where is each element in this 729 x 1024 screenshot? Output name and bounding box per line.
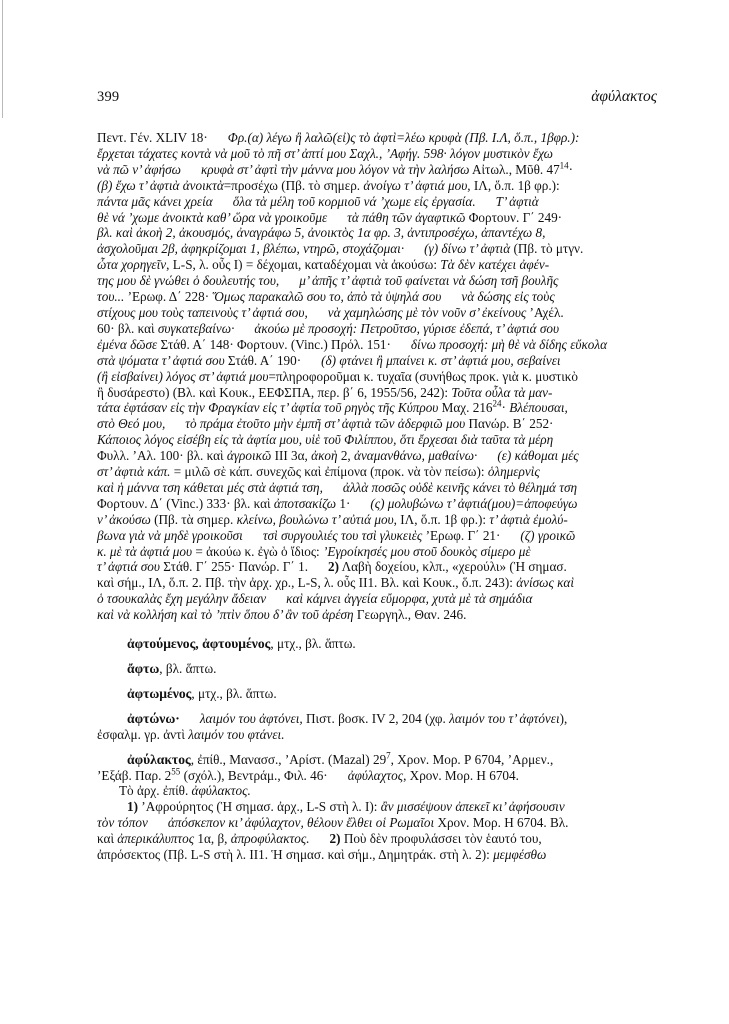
text-line: [97, 448, 657, 464]
entry-spacer: [97, 623, 657, 636]
text-line: [97, 385, 657, 401]
plain-text: Μαχ. 216: [438, 400, 493, 416]
citation-text: ἀφύλακτος.: [191, 783, 251, 799]
citation-text: δίνω προσοχή: μὴ θὲ νὰ δίδης εὔκολα: [410, 336, 607, 352]
reference-superscript: 7: [386, 750, 391, 761]
text-gap: [327, 210, 347, 226]
cross-reference: ἀσχολοῦμαι 2β, ἀφηκρίζομαι 1, βλέπω, ντηρῶ, στοχάζομαι·: [97, 241, 405, 257]
text-line: [97, 400, 657, 416]
text-line: [97, 305, 657, 321]
text-line: [97, 464, 657, 480]
entry-spacer: [97, 702, 657, 711]
text-gap: [301, 353, 321, 369]
citation-text: ἀκοὴ: [311, 448, 338, 464]
entry-aftoumenos: [97, 636, 657, 652]
plain-text: ’Εξάβ. Παρ. 2: [97, 767, 172, 783]
plain-text: Φορτουν. Δ΄ (Vinc.) 333· βλ. καὶ: [97, 495, 274, 511]
text-line: [97, 162, 657, 178]
text-line: [97, 321, 657, 337]
plain-text: Πιστ. βοσκ. IV 2, 204 (χφ.: [302, 710, 450, 726]
text-gap: [266, 591, 286, 607]
citation-text: (β) ἔχω τ’ ἀφτιὰ ἀνοικτὰ: [97, 177, 224, 193]
text-gap: [181, 162, 201, 178]
lemma-aftomenos: ἀφτωμένος: [127, 685, 192, 701]
citation-text: τὸν τόπον: [97, 815, 148, 831]
text-line: [97, 815, 657, 831]
citation-text: Τ’ ἀφτιὰ: [495, 193, 539, 209]
citation-text: κ. μὲ τὰ ἀφτιά μου: [97, 543, 193, 559]
citation-text: ἀκούω μὲ προσοχή:: [254, 320, 361, 336]
page-number: 399: [97, 89, 120, 105]
text-gap: [500, 528, 520, 544]
plain-text: 1α, β,: [194, 831, 231, 847]
citation-text: νὰ δώσης εἰς τοὺς: [461, 289, 555, 305]
text-line: [97, 783, 657, 799]
reference-superscript: 24: [492, 399, 502, 410]
citation-text: Κάποιος λόγος εἰσέβη εἰς τὰ ἀφτία μου, υἱὲ τοῦ Φιλίππου, ὅτι ἔρχεσαι διὰ ταῦτα τὰ μέρη: [97, 432, 554, 448]
plain-text: , Χρον. Μορ. Η 6704.: [403, 767, 519, 783]
text-line: [97, 575, 657, 591]
plain-text: Φορτουν. Γ΄ 249·: [465, 209, 563, 225]
text-line: [97, 727, 657, 743]
citation-text: (ζ) γροικῶ: [520, 527, 576, 543]
text-line: [97, 257, 657, 273]
text-line: [97, 831, 657, 847]
plain-text: ἀπρόσεκτος (Πβ. L-S στὴ λ. II1. Ἡ σημασ. καὶ σήμ., Δημητράκ. στὴ λ. 2):: [97, 847, 494, 863]
citation-text: μ’ ἀπῆς τ’ ἀφτιὰ τοῦ φαίνεται νὰ δώση τσῆ βουλῆς: [299, 273, 559, 289]
citation-text: ἀπροφύλακτος.: [230, 831, 310, 847]
text-line: [97, 241, 657, 257]
plain-text: ),: [559, 710, 568, 726]
citation-text: ἐμένα δῶσε: [97, 336, 158, 352]
citation-text: ν’ ἀκούσω: [97, 511, 151, 527]
citation-text: κρυφὰ στ’ ἀφτὶ τὴν μάννα μου λόγον νὰ τὴν λαλήσω: [200, 161, 470, 177]
citation-text: Πετροῦτσο, γύρισε ἐδεπά, τ’ ἀφτιά σου: [360, 320, 560, 336]
text-gap: [310, 831, 330, 847]
text-line: [97, 711, 657, 727]
citation-text: τσὶ συργουλιές του τσὶ γλυκειὲς: [262, 527, 423, 543]
text-gap: [323, 480, 343, 496]
citation-text: Ὅμως παρακαλῶ σου το, ἀπὸ τὰ ὑψηλά σου: [212, 289, 442, 305]
lemma: ἀφτώνω·: [127, 710, 180, 726]
text-line: [97, 480, 657, 496]
text-line: [97, 847, 657, 863]
plain-text: Φυλλ. ’Αλ. 100· βλ. καὶ: [97, 448, 227, 464]
reference-superscript: 14: [559, 160, 569, 171]
entry-spacer: [97, 677, 657, 686]
plain-text: Τὸ ἀρχ. ἐπίθ.: [119, 783, 192, 799]
text-gap: [279, 273, 299, 289]
text-gap: [404, 241, 424, 257]
text-line: [97, 768, 657, 784]
entry-aftomenos-body: , μτχ., βλ. ἅπτω.: [191, 685, 277, 701]
citation-text: τὸ πράμα ἐτοῦτο μὴν ἐμπῆ στ’ ἀφτιὰ τῶν ἀδερφιῶ μου: [185, 416, 466, 432]
citation-text: του...: [97, 289, 125, 305]
plain-text: , ἐπίθ., Μανασσ., ’Αρίστ. (Mazal) 29: [190, 751, 387, 767]
plain-text: =πληροφοροῦμαι κ. τυχαῖα (συνήθως προκ. γιὰ κ. μυστικὸ: [268, 368, 579, 384]
plain-text: ·: [501, 400, 510, 416]
text-gap: [441, 289, 461, 305]
citation-text: τάτα ἐφτάσαν εἰς τὴν Φραγκίαν εἰς τ’ ἀφτία τοῦ ρηγὸς τῆς Κύπρου: [97, 400, 439, 416]
citation-text: στίχους μου τοὺς ταπεινοὺς τ’ ἀφτιά σου,: [97, 304, 308, 320]
plain-text: (Πβ. τὸ μτγν.: [510, 241, 584, 257]
text-line: [97, 130, 657, 146]
citation-text: καὶ ἡ μάννα τση κάθεται μές στὰ ἀφτιά τση,: [97, 479, 323, 495]
plain-text: Γεωργηλ., Θαν. 246.: [353, 607, 467, 623]
citation-text: ἀναμανθάνω, μαθαίνω·: [354, 448, 478, 464]
citation-text: Τὰ δὲν κατέχει ἀφέν-: [440, 257, 550, 273]
entry-aftono: [97, 711, 657, 743]
citation-text: ἀφύλαχτος: [347, 767, 404, 783]
plain-text: ’Αφρούρητος (Ἡ σημασ. ἀρχ., L-S στὴ λ. I):: [138, 799, 381, 815]
text-line: [97, 512, 657, 528]
plain-text: ’Ερωφ. Δ΄ 228·: [124, 289, 213, 305]
citation-text: ὁλημερνὶς: [487, 464, 540, 480]
citation-text: τ’ ἀφτιὰ ἐμολύ-: [489, 511, 568, 527]
citation-text: ἀλλὰ ποσῶς οὐδὲ κεινῆς κάνει τὸ θέλημά τση: [342, 479, 578, 495]
plain-text: ἐσφαλμ. γρ. ἀντὶ: [97, 726, 189, 742]
text-gap: [165, 416, 185, 432]
citation-text: λαιμόν του φτάνει.: [188, 726, 285, 742]
text-gap: [308, 305, 328, 321]
plain-text: ἢ δυσάρεστο) (Βλ. καὶ Κουκ., ΕΕΦΣΠΑ, περ. β΄ 6, 1955/56, 242):: [97, 384, 452, 400]
plain-text: , ΙΛ, ὅ.π. 1β φρ.):: [467, 177, 560, 193]
citation-text: μεμφέσθω: [493, 847, 547, 863]
citation-text: ἀπερικάλυπτος: [117, 831, 195, 847]
lemma: ἀφύλακτος: [127, 751, 191, 767]
plain-text: (Πβ. τὰ σημερ.: [150, 511, 237, 527]
plain-text: καὶ: [97, 831, 118, 847]
citation-text: Φρ.(α) λέγω ἢ λαλῶ(εἰ)ς τὸ ἀφτὶ=λέω κρυφὰ (Πβ. Ι.Λ, ὅ.π., 1βφρ.):: [227, 130, 580, 145]
text-gap: [308, 559, 328, 575]
text-gap: [391, 337, 411, 353]
citation-text: συγκατεβαίνω·: [157, 320, 235, 336]
citation-text: ὅλα τὰ μέλη τοῦ κορμιοῦ νά ’χωμε εἰς ἐργασία.: [232, 193, 476, 209]
entry-spacer: [97, 743, 657, 752]
text-line: [97, 353, 657, 369]
text-gap: [180, 711, 200, 727]
citation-text: (ε) κάθομαι μές: [497, 448, 579, 464]
plain-text: ’Ερωφ. Γ΄ 21·: [422, 527, 501, 543]
text-gap: [328, 768, 348, 784]
entry-aftoumenos-body: , μτχ., βλ. ἅπτω.: [270, 636, 356, 652]
citation-text: ἀγροικῶ: [226, 448, 272, 464]
text-gap: [208, 130, 228, 146]
plain-text: Στάθ. Α΄ 148· Φορτουν. (Vinc.) Πρόλ. 151·: [157, 336, 391, 352]
plain-text: (σχόλ.), Βεντράμ., Φιλ. 46·: [180, 767, 328, 783]
citation-text: ὁ τσουκαλὰς ἔχη μεγάλην ἄδειαν: [97, 591, 267, 607]
citation-text: τὰ πάθη τῶν ἀγαφτικῶ: [347, 209, 466, 225]
plain-text: Στάθ. Α΄ 190·: [224, 352, 302, 368]
plain-text: Στάθ. Γ΄ 255· Πανώρ. Γ΄ 1.: [159, 559, 309, 575]
text-gap: [476, 194, 496, 210]
plain-text: Πανώρ. Β΄ 252·: [465, 416, 554, 432]
plain-text: Ποὺ δὲν προφυλάσσει τὸν ἑαυτό του,: [340, 831, 542, 847]
sense-number: 1): [127, 799, 138, 815]
text-line: [97, 496, 657, 512]
sense-number: 2): [328, 559, 340, 575]
text-line: [97, 607, 657, 623]
entry-afylaktos: [97, 752, 657, 863]
text-line: [97, 225, 657, 241]
citation-text: στὸ Θεό μου,: [97, 416, 166, 432]
plain-text: Πεντ. Γέν. XLIV 18·: [97, 130, 208, 145]
citation-text: της μου δὲ γνώθει ὁ δουλευτής του,: [97, 273, 280, 289]
citation-text: (γ) δίνω τ’ ἀφτιὰ: [424, 241, 511, 257]
plain-text: Λαβὴ δοχείου, κλπ., «χερούλι» (Ἡ σημασ.: [339, 559, 567, 575]
citation-text: (ς) μολυβώνω τ’ ἀφτιά(μου)=ἀποφεύγω: [370, 495, 578, 511]
running-head: [97, 88, 657, 106]
text-gap: [213, 194, 233, 210]
lemma-aftoumenos: ἀφτούμενος, ἀφτουμένος: [127, 636, 271, 652]
citation-text: ἀνοίγω τ’ ἀφτιά μου: [363, 177, 468, 193]
citation-text: ἂν μισσέψουν ἀπεκεῖ κι’ ἀφήσουσιν: [380, 799, 565, 815]
text-gap: [243, 528, 263, 544]
plain-text: , ΙΛ, ὅ.π. 1β φρ.):: [393, 511, 490, 527]
citation-text: κλείνω, βουλώνω τ’ αὐτιά μου: [236, 511, 394, 527]
plain-text: , L-S, λ. οὖς I) = δέχομαι, καταδέχομαι νὰ ἀκούσω:: [166, 257, 441, 273]
text-gap: [148, 815, 168, 831]
plain-text: ·: [568, 161, 574, 177]
text-line: [97, 289, 657, 305]
sense-number: 2): [329, 831, 341, 847]
plain-text: = μιλῶ σὲ κάπ. συνεχῶς καὶ ἐπίμονα (προκ. νὰ τὸν πείσω):: [170, 464, 488, 480]
plain-text: 60· βλ. καὶ: [97, 320, 158, 336]
text-line: [97, 194, 657, 210]
plain-text: 1·: [336, 495, 351, 511]
plain-text: III 3α,: [271, 448, 312, 464]
plain-text: =προσέχω (Πβ. τὸ σημερ.: [223, 177, 364, 193]
text-line: [97, 432, 657, 448]
citation-text: νὰ χαμηλώσης μὲ τὸν νοῦν σ’ ἐκείνους: [327, 304, 527, 320]
citation-text: καὶ νὰ κολλήση καὶ τὸ ’πτὶν ὅπου δ’ ἂν τοῦ ἀρέση: [97, 607, 354, 623]
citation-text: ἔρχεται τάχατες κοντὰ νὰ μοῦ τὸ πῆ στ’ ἀπτί μου Σαχλ., ’Αφήγ. 598· λόγον μυστικὸν ἔχω: [97, 145, 553, 161]
citation-text: ἀποτσακίζω: [273, 495, 337, 511]
citation-text: τ’ ἀφτιά σου: [97, 559, 160, 575]
citation-text: βωνα γιὰ νὰ μηδὲ γροικοῦσι: [97, 527, 243, 543]
text-line: [97, 146, 657, 162]
text-line: [97, 799, 657, 815]
text-line: [97, 416, 657, 432]
citation-text: λαιμόν του τ’ ἀφτόνει: [449, 710, 560, 726]
text-line: [97, 210, 657, 226]
citation-text: λαιμόν του ἀφτόνει,: [199, 710, 303, 726]
citation-text: ἀνίσως καὶ: [516, 575, 575, 591]
cross-reference: βλ. καὶ ἀκοὴ 2, ἀκουσμός, ἀναγράφω 5, ἀνοικτὸς 1α φρ. 3, ἀντιπροσέχω, ἀπαντέχω 8,: [97, 225, 546, 241]
page-body: [97, 88, 657, 863]
plain-text: = ἀκούω κ. ἐγὼ ὁ ἴδιος:: [192, 543, 324, 559]
citation-text: καὶ κάμνει ἀγγεία εὔμορφα, χυτὰ μὲ τὰ σημάδια: [286, 591, 533, 607]
citation-text: (δ) φτάνει ἢ μπαίνει κ. στ’ ἀφτιά μου, σεβαίνει: [321, 352, 561, 368]
text-line: [97, 544, 657, 560]
entry-afti: [97, 130, 657, 623]
plain-text: Αἰτωλ., Μῦθ. 47: [469, 161, 560, 177]
text-line: [97, 559, 657, 575]
citation-text: Βλέπουσαι,: [509, 400, 568, 416]
plain-text: ’Αχέλ.: [526, 304, 564, 320]
text-line: [97, 337, 657, 353]
entry-spacer: [97, 652, 657, 661]
citation-text: (ἢ εἰσβαίνει) λόγος στ’ ἀφτιά μου: [97, 368, 269, 384]
lemma-afto: ἄφτω: [127, 661, 160, 676]
running-headword: ἀφύλακτος: [591, 88, 657, 105]
plain-text: καὶ σήμ., ΙΛ, ὅ.π. 2. Πβ. τὴν ἀρχ. χρ., L-S, λ. οὖς II1. Βλ. καὶ Κουκ., ὅ.π. 243):: [97, 575, 517, 591]
entry-afti-text: [97, 130, 657, 623]
citation-text: νὰ πῶ ν’ ἀφήσω: [97, 161, 181, 177]
citation-text: στὰ ψόματα τ’ ἀφτιά σου: [97, 352, 225, 368]
plain-text: , Χρον. Μορ. Ρ 6704, ’Αρμεν.,: [390, 751, 554, 767]
text-line: [97, 273, 657, 289]
citation-text: θὲ νά ’χωμε ἀνοικτὰ καθ’ ὥρα νὰ γροικοῦμε: [97, 209, 328, 225]
citation-text: ὦτα χορηγεῖν: [97, 257, 167, 273]
entry-afto: [97, 661, 657, 677]
plain-text: 2,: [337, 448, 355, 464]
citation-text: ἀπόσκεπον κι’ ἀφύλαχτον, θέλουν ἔλθει οἱ Ρωμαῖοι: [167, 815, 435, 831]
plain-text: Χρον. Μορ. Η 6704. Βλ.: [434, 815, 569, 831]
citation-text: στ’ ἀφτιὰ κάπ.: [97, 464, 171, 480]
scan-edge-line: [2, 0, 3, 118]
text-gap: [477, 448, 497, 464]
text-line: [97, 591, 657, 607]
reference-superscript: 55: [171, 766, 181, 777]
citation-text: ’Εγροίκησές μου στοῦ δουκὸς σίμερο μὲ: [323, 543, 531, 559]
citation-text: πάντα μᾶς κάνει χρεία: [97, 193, 213, 209]
entry-aftomenos: [97, 686, 657, 702]
text-gap: [234, 321, 254, 337]
text-line: [97, 528, 657, 544]
entry-afto-body: , βλ. ἅπτω.: [159, 661, 217, 676]
text-line: [97, 752, 657, 768]
text-line: [97, 178, 657, 194]
text-gap: [350, 496, 370, 512]
citation-text: Τοῦτα οὖλα τὰ μαν-: [451, 384, 553, 400]
text-line: [97, 369, 657, 385]
